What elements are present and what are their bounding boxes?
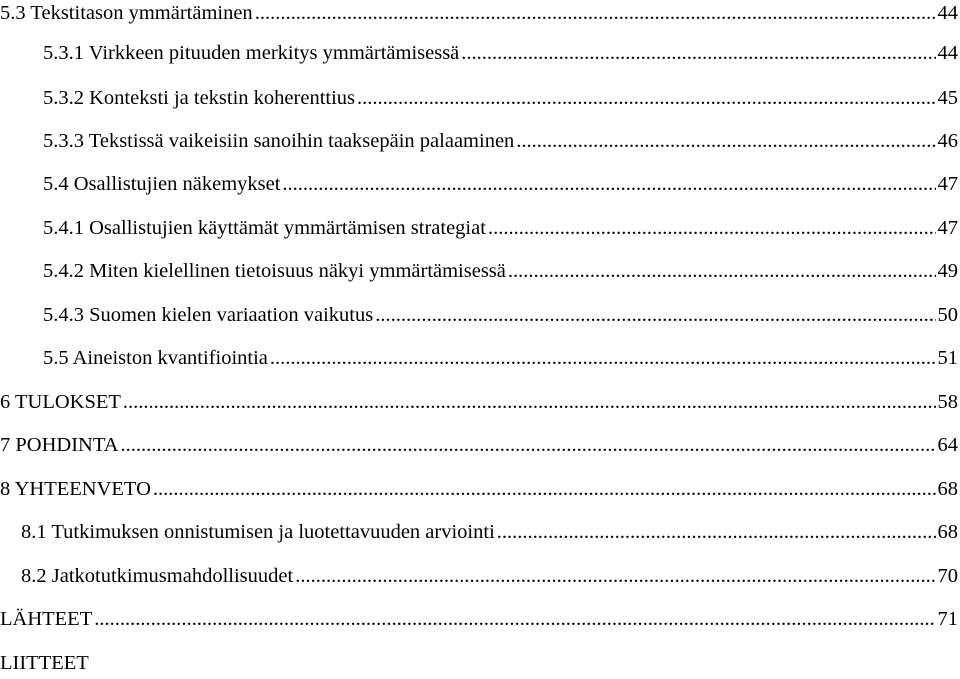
toc-entry-title: 5.3.3 Tekstissä vaikeisiin sanoihin taaksepäin palaaminen (43, 130, 515, 152)
dot-leader (375, 300, 935, 330)
toc-entry-title: 8 YHTEENVETO (0, 478, 151, 500)
toc-entry-8[interactable] (0, 474, 960, 504)
dot-leader (508, 256, 936, 286)
dot-leader (94, 604, 935, 634)
toc-entry-page: 68 (937, 478, 958, 500)
toc-entry-5-3-1[interactable] (43, 38, 960, 68)
toc-entry-5-4[interactable] (43, 169, 960, 199)
dot-leader (255, 0, 936, 28)
toc-entry-page: 44 (937, 42, 958, 64)
dot-leader (295, 561, 935, 591)
toc-entry-title: 5.4.3 Suomen kielen variaation vaikutus (43, 304, 374, 326)
toc-entry-title: 8.1 Tutkimuksen onnistumisen ja luotettavuuden arviointi (21, 521, 495, 543)
toc-entry-page: 49 (937, 260, 958, 282)
toc-entry-page: 47 (937, 173, 958, 195)
toc-entry-title: 8.2 Jatkotutkimusmahdollisuudet (21, 565, 294, 587)
toc-entry-title: 5.4.1 Osallistujien käyttämät ymmärtämisen strategiat (43, 217, 486, 239)
toc-entry-title: 5.4.2 Miten kielellinen tietoisuus näkyi ymmärtämisessä (43, 260, 506, 282)
dot-leader (516, 126, 935, 156)
toc-entry-liitteet[interactable] (0, 648, 960, 678)
dot-leader (123, 387, 936, 417)
toc-entry-5-4-1[interactable] (43, 213, 960, 243)
toc-entry-page: 51 (937, 347, 958, 369)
dot-leader (461, 38, 935, 68)
toc-entry-page: 70 (937, 565, 958, 587)
toc-entry-7[interactable] (0, 430, 960, 460)
toc-entry-5-3-3[interactable] (43, 126, 960, 156)
dot-leader (497, 517, 936, 547)
toc-entry-title: 5.3 Tekstitason ymmärtäminen (0, 2, 253, 24)
toc-entry-title: LÄHTEET (0, 608, 93, 630)
toc-entry-title: 6 TULOKSET (0, 391, 121, 413)
toc-entry-page: 46 (937, 130, 958, 152)
dot-leader (270, 343, 936, 373)
toc-entry-5-3-2[interactable] (43, 83, 960, 113)
toc-entry-title: 5.3.2 Konteksti ja tekstin koherenttius (43, 87, 356, 109)
toc-entry-title: 5.3.1 Virkkeen pituuden merkitys ymmärtämisessä (43, 42, 460, 64)
toc-entry-5-3[interactable] (0, 0, 960, 28)
dot-leader (121, 430, 936, 460)
toc-entry-5-4-2[interactable] (43, 256, 960, 286)
dot-leader (153, 474, 936, 504)
toc-entry-page: 44 (937, 2, 958, 24)
toc-entry-title: 5.5 Aineiston kvantifiointia (43, 347, 268, 369)
dot-leader (488, 213, 936, 243)
toc-entry-title: 5.4 Osallistujien näkemykset (43, 173, 281, 195)
dot-leader (357, 83, 935, 113)
toc-entry-page: 71 (937, 608, 958, 630)
toc-entry-lahteet[interactable] (0, 604, 960, 634)
toc-entry-page: 68 (937, 521, 958, 543)
toc-entry-page: 45 (937, 87, 958, 109)
toc-entry-5-4-3[interactable] (43, 300, 960, 330)
toc-entry-title: LIITTEET (0, 652, 89, 674)
dot-leader (282, 169, 935, 199)
toc-entry-page: 58 (937, 391, 958, 413)
toc-entry-page: 47 (937, 217, 958, 239)
toc-entry-8-2[interactable] (21, 561, 960, 591)
toc-entry-page: 50 (937, 304, 958, 326)
toc-entry-6[interactable] (0, 387, 960, 417)
toc-entry-8-1[interactable] (21, 517, 960, 547)
toc-entry-title: 7 POHDINTA (0, 434, 119, 456)
toc-entry-page: 64 (937, 434, 958, 456)
toc-entry-5-5[interactable] (43, 343, 960, 373)
